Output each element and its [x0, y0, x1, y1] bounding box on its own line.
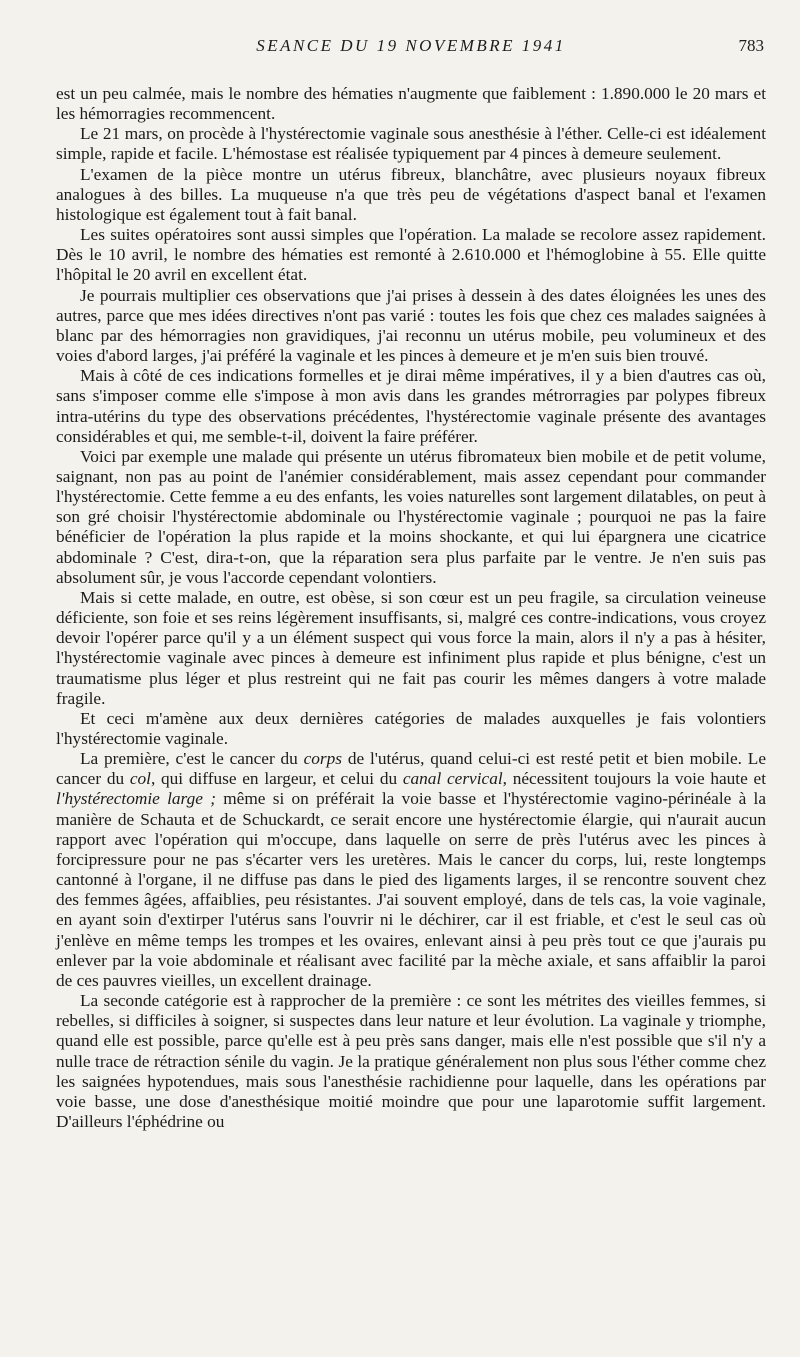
- paragraph: [56, 588, 766, 709]
- paragraph: [56, 84, 766, 124]
- paragraph-text: La première, c'est le cancer du: [80, 749, 304, 769]
- paragraph: [56, 749, 766, 991]
- italic-text: corps: [303, 749, 343, 769]
- paragraph-text: Le 21 mars, on procède à l'hystérectomie vaginale sous anesthésie à l'éther. Celle-ci est idéalement simple, rapide et facile. L'hémostase est réalisée typiquement par 4 pinces à demeure seulement.: [56, 124, 766, 164]
- paragraph-text: est un peu calmée, mais le nombre des hématies n'augmente que faiblement : 1.890.000 le 20 mars et les hémorragies recommencent.: [56, 84, 766, 124]
- italic-text: col: [129, 769, 151, 789]
- paragraph-text: Je pourrais multiplier ces observations que j'ai prises à dessein à des dates éloignées les unes des autres, parce que mes idées directives n'ont pas varié : toutes les fois que chez ces malades saignées à blanc par des hémorragies non gravidiques, j'ai reconnu un utérus mobile, peu volumineux et des voies d'abord larges, j'ai préféré la vaginale et les pinces à demeure et je m'en suis bien trouvé.: [56, 285, 766, 366]
- running-title: SEANCE DU 19 NOVEMBRE 1941: [256, 36, 566, 55]
- paragraph-text: La seconde catégorie est à rapprocher de la première : ce sont les métrites des vieilles femmes, si rebelles, si difficiles à soigner, si suspectes dans leur nature et leur évolution. La vaginale y triomphe, quand elle est possible, parce qu'elle est à peu près sans danger, mais elle n'est possible que s'il n'y a nulle trace de rétraction sénile du vagin. Je la pratique généralement non plus sous l'éther comme chez les saignées hypotendues, mais sous l'anesthésie rachidienne pour laquelle, dans les opérations par voie basse, une dose d'anesthésique moitié moindre que pour une laparotomie suffit largement. D'ailleurs l'éphédrine ou: [56, 991, 766, 1131]
- paragraph: [56, 225, 766, 285]
- paragraph-text: Voici par exemple une malade qui présente un utérus fibromateux bien mobile et de petit volume, saignant, non pas au point de l'anémier considérablement, mais assez cependant pour commander l'hystérectomie. Cette femme a eu des enfants, les voies naturelles sont largement dilatables, on peut à son gré choisir l'hystérectomie abdominale ou l'hystérectomie vaginale ; pourquoi ne pas la faire bénéficier de l'opération la plus rapide et la moins shockante, et qui lui épargnera une cicatrice abdominale ? C'est, dira-t-on, que la réparation sera plus parfaite par le ventre. Je n'en suis pas absolument sûr, je vous l'accorde cependant volontiers.: [56, 446, 766, 587]
- paragraph-text: même si on préférait la voie basse et l'hystérectomie vagino-périnéale à la manière de Schauta et de Schuckardt, ce serait encore une hystérectomie élargie, qui n'aurait aucun rapport avec l'opération qui m'occupe, dans laquelle on serre de près l'utérus avec les pinces à forcipressure pour ne pas s'écarter vers les uretères. Mais le cancer du corps, lui, reste longtemps cantonné à l'organe, il ne diffuse pas dans le pied des ligaments larges, il se rencontre souvent chez des femmes âgées, affaiblies, peu résistantes. J'ai souvent employé, dans de tels cas, la voie vaginale, en ayant soin d'extirper l'utérus sans l'ouvrir ni le déchirer, car il est friable, et c'est le seul cas où j'enlève en même temps les trompes et les ovaires, enlevant ainsi à peu près tout ce que j'aurais pu enlever par la voie abdominale et réalisant avec facilité par la mèche axiale, et sans affaiblir la paroi de ces pauvres vieilles, un excellent drainage.: [56, 789, 766, 990]
- paragraph-text: Les suites opératoires sont aussi simples que l'opération. La malade se recolore assez rapidement. Dès le 10 avril, le nombre des hématies est remonté à 2.610.000 et l'hémoglobine à 55. Elle quitte l'hôpital le 20 avril en excellent état.: [56, 225, 766, 285]
- paragraph-text: Mais à côté de ces indications formelles et je dirai même impératives, il y a bien d'autres cas où, sans s'imposer comme elle s'impose à mon avis dans les grandes métrorragies par polypes fibreux intra-utérins du type des observations précédentes, l'hystérectomie vaginale présente des avantages considérables et qui, me semble-t-il, doivent la faire préférer.: [56, 366, 766, 446]
- body-text: [56, 84, 766, 1132]
- paragraph-text: Mais si cette malade, en outre, est obèse, si son cœur est un peu fragile, sa circulation veineuse déficiente, son foie et ses reins légèrement insuffisants, si, malgré ces contre-indications, vous croyez devoir l'opérer parce qu'il y a un élément suspect qui vous force la main, alors il n'y a pas à hésiter, l'hystérectomie vaginale avec pinces à demeure est infiniment plus rapide et plus bénigne, c'est un traumatisme plus léger et plus restreint qui ne fait pas courir les mêmes dangers à votre malade fragile.: [56, 587, 766, 708]
- paragraph-text: de l'utérus, quand celui-ci est resté petit et bien mobile. Le cancer du: [56, 749, 766, 789]
- paragraph: [56, 286, 766, 367]
- paragraph: [56, 366, 766, 447]
- italic-text: canal cervical: [402, 769, 503, 789]
- page-number: 783: [738, 36, 764, 55]
- running-header: [56, 36, 766, 62]
- paragraph: [56, 124, 766, 164]
- paragraph-text: Et ceci m'amène aux deux dernières catégories de malades auxquelles je fais volontiers l'hystérectomie vaginale.: [56, 708, 766, 748]
- paragraph: [56, 165, 766, 225]
- paragraph: [56, 709, 766, 749]
- paragraph-text: , nécessitent toujours la voie haute et: [502, 769, 766, 789]
- italic-text: l'hystérectomie large ;: [56, 789, 216, 809]
- paragraph: [56, 991, 766, 1132]
- paragraph: [56, 447, 766, 588]
- paragraph-text: , qui diffuse en largeur, et celui du: [150, 769, 403, 789]
- paragraph-text: L'examen de la pièce montre un utérus fibreux, blanchâtre, avec plusieurs noyaux fibreux analogues à des billes. La muqueuse n'a que très peu de végétations d'aspect banal et l'examen histologique est également tout à fait banal.: [56, 164, 766, 224]
